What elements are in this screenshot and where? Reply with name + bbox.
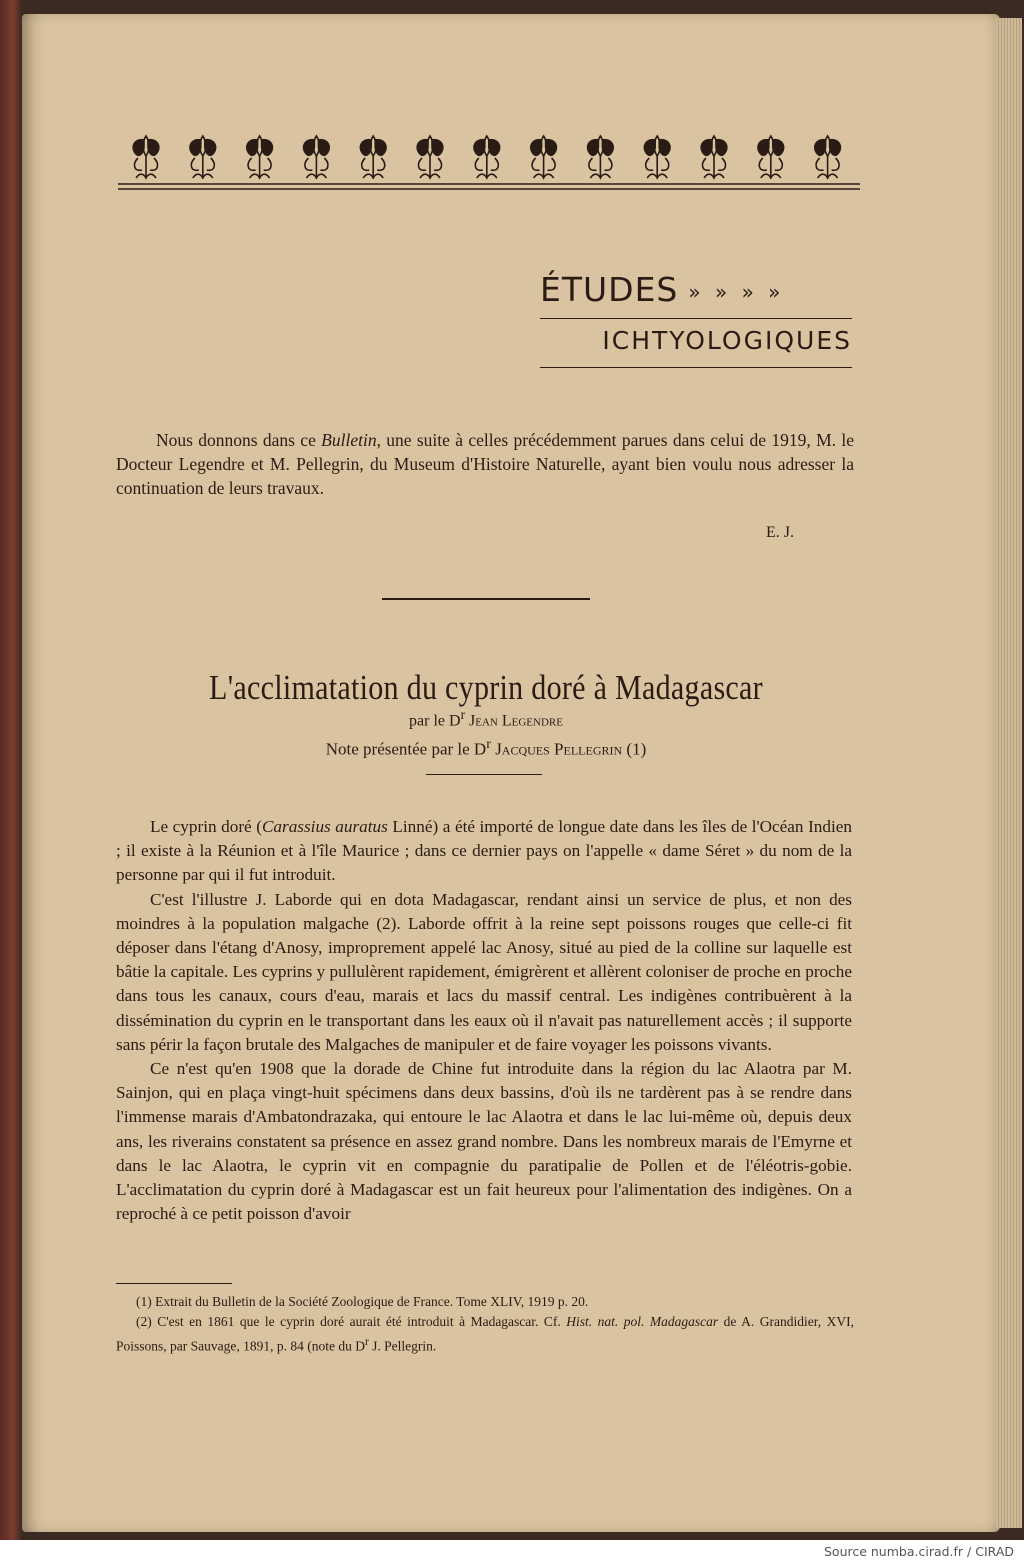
article-title: L'acclimatation du cyprin doré à Madagascar <box>209 668 763 707</box>
iris-motif <box>304 136 330 178</box>
intro-paragraph <box>116 428 854 500</box>
iris-motif <box>815 136 841 178</box>
iris-motif <box>247 136 273 178</box>
iris-motif <box>360 136 386 178</box>
note-sup: r <box>486 736 491 752</box>
iris-motif <box>531 136 557 178</box>
p1-text: Le cyprin doré ( <box>150 817 262 836</box>
intro-signature: E. J. <box>766 524 794 541</box>
note-prefix: Note présentée par le D <box>325 739 487 759</box>
byline-sup: r <box>460 707 466 722</box>
fn2-text-b: de A. Grandidier, XVI, Poissons, par Sauvage, 1891, p. 84 (note du D <box>116 1314 854 1354</box>
iris-motif <box>588 136 614 178</box>
iris-motif <box>758 136 784 178</box>
author-name: Jean Legendre <box>469 712 563 730</box>
title-rule-top <box>540 318 852 319</box>
ornament-baseline <box>118 184 860 189</box>
section-separator <box>382 598 590 600</box>
book-spine-edge <box>0 0 22 1540</box>
intro-text-rest: , une suite à celles précédemment parues dans celui de 1919, M. le Docteur Legendre et M. Pellegrin, du Museum d'Histoire Naturelle, ayant bien voulu nous adresser la continuation de leurs travaux. <box>116 430 854 498</box>
paragraph-3: Ce n'est qu'en 1908 que la dorade de Chine fut introduite dans la région du lac Alaotra par M. Sainjon, qui en plaça vingt-huit spécimens dans deux bassins, d'où ils ne tardèrent pas à se rendre dans l'immense marais d'Ambatondrazaka, qui entoure le lac Alaotra et dans le lac lui-même où, depuis deux ans, les riverains constatent sa présence en assez grand nombre. Dans les nombreux marais de l'Emyrne et dans le lac Alaotra, le cyprin vit en compagnie du paratipalie de Pollen et de l'éléotris-gobie. L'acclimatation du cyprin doré à Madagascar est un fait heureux pour l'alimentation des indigènes. On a reproché à ce petit poisson d'avoir <box>116 1059 852 1224</box>
fn2-text-c: J. Pellegrin. <box>368 1338 437 1354</box>
fn2-sup: r <box>364 1336 369 1348</box>
article-body <box>116 815 852 1226</box>
fn2-italic: Hist. nat. pol. Madagascar <box>566 1314 719 1329</box>
article-note <box>116 736 856 760</box>
section-subtitle: ICHTYOLOGIQUES <box>602 326 852 355</box>
intro-text: Nous donnons dans ce <box>156 430 322 450</box>
fn2-text: (2) C'est en 1861 que le cyprin doré aurait été introduit à Madagascar. Cf. <box>136 1314 567 1329</box>
iris-motif <box>474 136 500 178</box>
title-rule-bottom <box>540 367 852 368</box>
iris-motif <box>644 136 670 178</box>
source-bar <box>0 1540 1024 1564</box>
p1-text-rest: Linné) a été importé de longue date dans les îles de l'Océan Indien ; il existe à la Réunion et à l'île Maurice ; dans ce dernier pays on l'appelle « dame Séret » du nom de la personne par qui il fut introduit. <box>116 817 852 885</box>
iris-motif <box>701 136 727 178</box>
footnote-1: (1) Extrait du Bulletin de la Société Zoologique de France. Tome XLIV, 1919 p. 20. <box>136 1294 589 1309</box>
presenter-name: Jacques Pellegrin <box>495 739 623 759</box>
iris-motif <box>190 136 216 178</box>
paragraph-2: C'est l'illustre J. Laborde qui en dota Madagascar, rendant ainsi un service de plus, et non des moindres à la population malgache (2). Laborde offrit à la reine sept poissons rouges que celle-ci fit déposer dans l'étang d'Anosy, improprement appelé lac Anosy, situé au pied de la colline sur laquelle est bâtie la capitale. Les cyprins y pullulèrent rapidement, émigrèrent et allèrent coloniser de proche en proche dans tous les canaux, cours d'eau, marais et lacs du massif central. Les indigènes contribuèrent à la dissémination du cyprin en le transportant dans les eaux où il n'avait pas naturellement accès ; il supporte sans périr la façon brutale des Malgaches de manipuler et de faire voyager les poissons vivants. <box>116 889 852 1054</box>
title-separator <box>426 774 542 775</box>
intro-italic: Bulletin <box>321 430 377 450</box>
footnote-2 <box>116 1312 854 1357</box>
article-byline <box>116 707 856 730</box>
title-arrows: » » » » <box>688 279 785 304</box>
iris-motif <box>417 136 443 178</box>
note-ref: (1) <box>626 739 647 759</box>
footnote-rule <box>116 1283 232 1284</box>
species-name: Carassius auratus <box>261 817 388 836</box>
section-title <box>540 270 852 312</box>
byline-prefix: par le D <box>409 712 461 730</box>
footnotes <box>116 1292 854 1357</box>
source-credit: Source numba.cirad.fr / CIRAD <box>823 1544 1014 1559</box>
page-edges <box>996 18 1022 1528</box>
iris-ornament-band <box>118 132 860 196</box>
paragraph-1 <box>116 815 852 888</box>
title-line1: ÉTUDES <box>540 270 679 309</box>
